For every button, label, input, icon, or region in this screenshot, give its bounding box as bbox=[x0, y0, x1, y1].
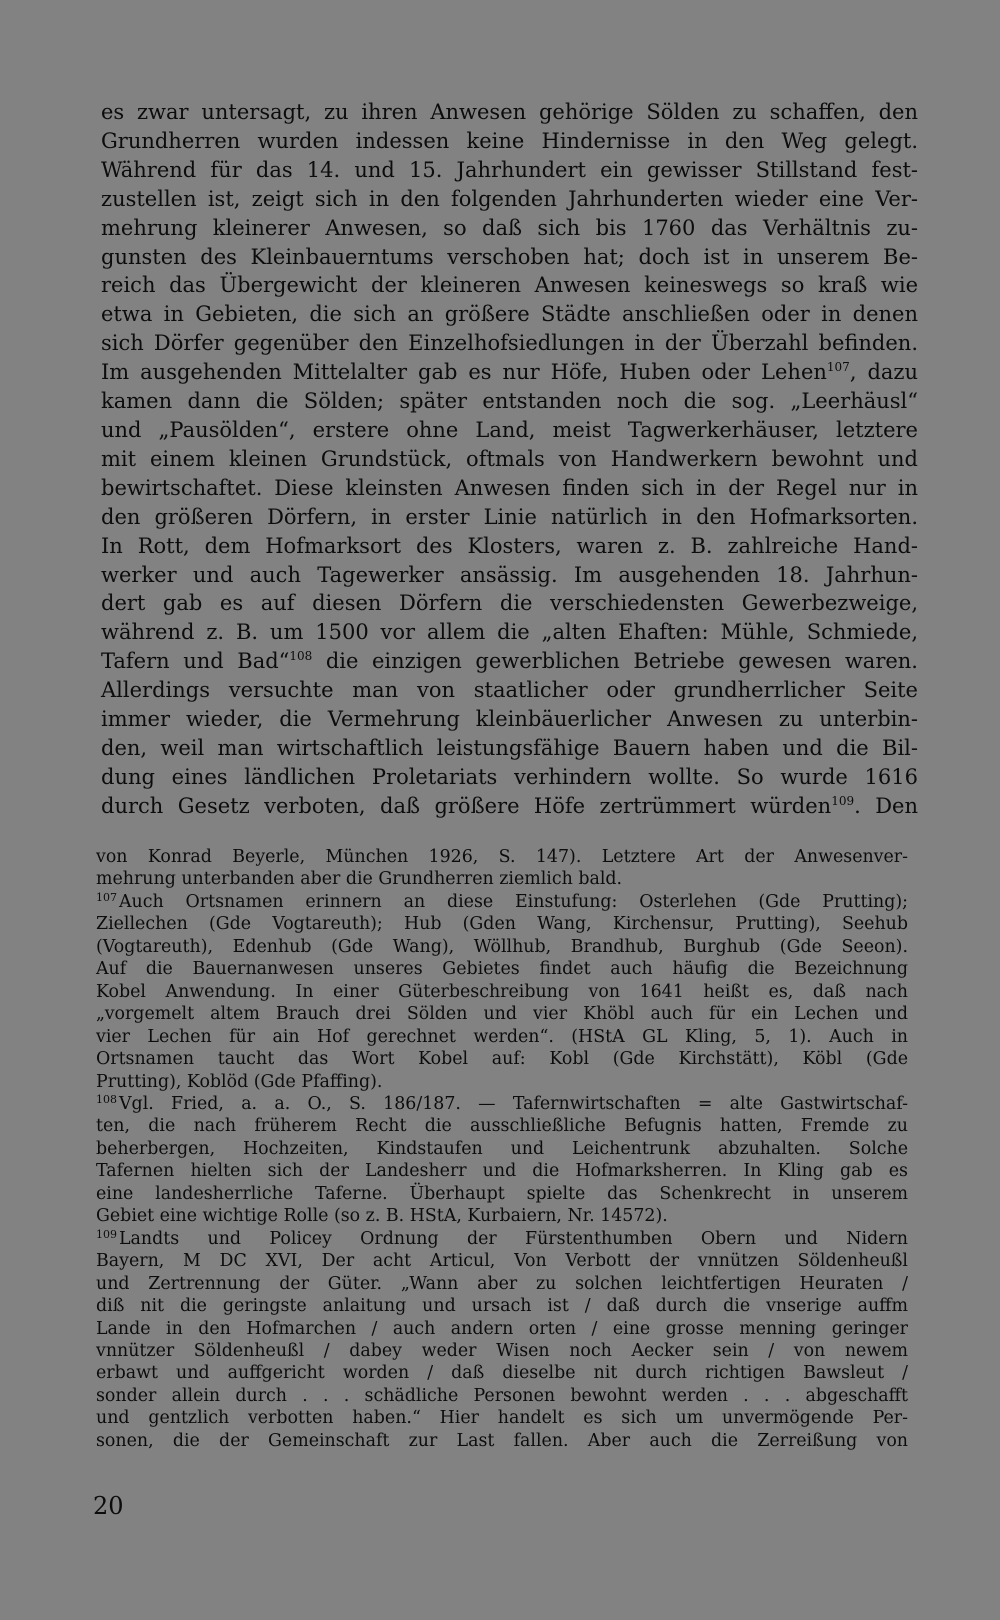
body-line-tail: die einzigen gewerblichen Betriebe gewesen waren. bbox=[312, 649, 918, 674]
footnote-line: vier Lechen für ain Hof gerechnet werden“. (HStA GL Kling, 5, 1). Auch in bbox=[96, 1026, 908, 1047]
footnote-line: Auf die Bauernanwesen unseres Gebietes findet auch häufig die Bezeichnung bbox=[96, 959, 908, 980]
footnote-ref-108: 108 bbox=[289, 649, 313, 664]
footnote-text: Landts und Policey Ordnung der Fürstenthumben Obern und Nidern bbox=[119, 1228, 908, 1249]
body-line: immer wieder, die Vermehrung kleinbäuerlicher Anwesen zu unterbin- bbox=[101, 707, 918, 732]
body-line: mit einem kleinen Grundstück, oftmals von Handwerkern bewohnt und bbox=[101, 446, 918, 471]
main-text bbox=[101, 98, 918, 821]
footnote-line: Tafernen hielten sich der Landesherr und die Hofmarksherren. In Kling gab es bbox=[96, 1161, 908, 1182]
footnote-line: Prutting), Koblöd (Gde Pfaffing). bbox=[96, 1071, 383, 1092]
body-line-text: Im ausgehenden Mittelalter gab es nur Höfe, Huben oder Lehen bbox=[101, 360, 827, 385]
footnote-107-line bbox=[96, 891, 908, 913]
footnote-line: Ortsnamen taucht das Wort Kobel auf: Kobl (Gde Kirchstätt), Köbl (Gde bbox=[96, 1049, 908, 1070]
body-line: den größeren Dörfern, in erster Linie natürlich in den Hofmarksorten. bbox=[101, 504, 918, 529]
body-line: Allerdings versuchte man von staatlicher oder grundherrlicher Seite bbox=[101, 678, 918, 703]
body-line: werker und auch Tagewerker ansässig. Im ausgehenden 18. Jahrhun- bbox=[101, 562, 918, 587]
body-line: dung eines ländlichen Proletariats verhindern wollte. So wurde 1616 bbox=[101, 764, 918, 789]
footnote-line: mehrung unterbanden aber die Grundherren ziemlich bald. bbox=[96, 869, 623, 890]
footnote-text: Vgl. Fried, a. a. O., S. 186/187. — Tafernwirtschaften = alte Gastwirtschaf- bbox=[119, 1093, 908, 1114]
body-line: kamen dann die Sölden; später entstanden noch die sog. „Leerhäusl“ bbox=[101, 389, 918, 414]
footnote-line: „vorgemelt altem Brauch drei Sölden und vier Khöbl auch für ein Lechen und bbox=[96, 1004, 908, 1025]
body-line: mehrung kleinerer Anwesen, so daß sich bis 1760 das Verhältnis zu- bbox=[101, 215, 918, 240]
footnote-line: ten, die nach früherem Recht die ausschließliche Befugnis hatten, Fremde zu bbox=[96, 1116, 908, 1137]
footnote-line: eine landesherrliche Taferne. Überhaupt spielte das Schenkrecht in unserem bbox=[96, 1183, 908, 1204]
body-line-with-ref bbox=[101, 647, 918, 676]
body-line: Grundherren wurden indessen keine Hindernisse in den Weg gelegt. bbox=[101, 128, 918, 153]
footnotes bbox=[96, 846, 908, 1452]
body-line-tail: . Den bbox=[854, 793, 919, 818]
body-line-with-ref bbox=[101, 792, 918, 821]
body-line: während z. B. um 1500 vor allem die „alten Ehaften: Mühle, Schmiede, bbox=[101, 620, 918, 645]
body-line: reich das Übergewicht der kleineren Anwesen keineswegs so kraß wie bbox=[101, 273, 918, 298]
body-line: dert gab es auf diesen Dörfern die verschiedensten Gewerbezweige, bbox=[101, 591, 918, 616]
footnote-line: (Vogtareuth), Edenhub (Gde Wang), Wöllhub, Brandhub, Burghub (Gde Seeon). bbox=[96, 936, 908, 957]
body-line: bewirtschaftet. Diese kleinsten Anwesen finden sich in der Regel nur in bbox=[101, 475, 918, 500]
body-line-text: durch Gesetz verboten, daß größere Höfe zertrümmert würden bbox=[101, 793, 832, 818]
footnote-line: Kobel Anwendung. In einer Güterbeschreibung von 1641 heißt es, daß nach bbox=[96, 981, 908, 1002]
body-line: Während für das 14. und 15. Jahrhundert ein gewisser Stillstand fest- bbox=[101, 157, 918, 182]
footnote-line: diß nit die geringste anlaitung und ursach ist / daß durch die vnserige auffm bbox=[96, 1296, 908, 1317]
page-number: 20 bbox=[93, 1492, 124, 1520]
body-line: sich Dörfer gegenüber den Einzelhofsiedlungen in der Überzahl befinden. bbox=[101, 331, 918, 356]
body-line: etwa in Gebieten, die sich an größere Städte anschließen oder in denen bbox=[101, 302, 918, 327]
footnote-line: erbawt und auffgericht worden / daß dieselbe nit durch richtigen Bawsleut / bbox=[96, 1363, 908, 1384]
body-line-with-ref bbox=[101, 358, 918, 387]
footnote-109-line bbox=[96, 1228, 908, 1250]
footnote-line: Gebiet eine wichtige Rolle (so z. B. HStA, Kurbaiern, Nr. 14572). bbox=[96, 1206, 668, 1227]
footnote-line: vnnützer Söldenheußl / dabey weder Wisen noch Aecker sein / von newem bbox=[96, 1340, 908, 1361]
footnote-text: Auch Ortsnamen erinnern an diese Einstufung: Osterlehen (Gde Prutting); bbox=[119, 891, 908, 912]
footnote-line: und Zertrennung der Güter. „Wann aber zu solchen leichtfertigen Heuraten / bbox=[96, 1273, 908, 1294]
footnote-line: sonen, die der Gemeinschaft zur Last fallen. Aber auch die Zerreißung von bbox=[96, 1430, 908, 1451]
footnote-ref-107: 107 bbox=[826, 360, 850, 375]
footnote-line: und gentzlich verbotten haben.“ Hier handelt es sich um unvermögende Per- bbox=[96, 1408, 908, 1429]
body-line-tail: , dazu bbox=[849, 360, 918, 385]
body-line: es zwar untersagt, zu ihren Anwesen gehörige Sölden zu schaffen, den bbox=[101, 100, 918, 124]
footnote-line: Lande in den Hofmarchen / auch andern orten / eine grosse menning geringer bbox=[96, 1318, 908, 1339]
footnote-number-109: 109 bbox=[96, 1227, 117, 1241]
body-line-text: Tafern und Bad“ bbox=[101, 649, 290, 674]
footnote-line: sonder allein durch . . . schädliche Personen bewohnt werden . . . abgeschafft bbox=[96, 1385, 908, 1406]
footnote-108-line bbox=[96, 1093, 908, 1115]
body-line: und „Pausölden“, erstere ohne Land, meist Tagwerkerhäuser, letztere bbox=[101, 417, 918, 442]
body-line: gunsten des Kleinbauerntums verschoben hat; doch ist in unserem Be- bbox=[101, 244, 918, 269]
footnote-line: Ziellechen (Gde Vogtareuth); Hub (Gden Wang, Kirchensur, Prutting), Seehub bbox=[96, 914, 908, 935]
footnote-line: von Konrad Beyerle, München 1926, S. 147). Letztere Art der Anwesenver- bbox=[96, 847, 908, 867]
footnote-line: beherbergen, Hochzeiten, Kindstaufen und Leichentrunk abzuhalten. Solche bbox=[96, 1138, 908, 1159]
body-line: den, weil man wirtschaftlich leistungsfähige Bauern haben und die Bil- bbox=[101, 735, 918, 760]
footnote-line: Bayern, M DC XVI, Der acht Articul, Von Verbott der vnnützen Söldenheußl bbox=[96, 1251, 908, 1272]
body-line: In Rott, dem Hofmarksort des Klosters, waren z. B. zahlreiche Hand- bbox=[101, 533, 918, 558]
body-line: zustellen ist, zeigt sich in den folgenden Jahrhunderten wieder eine Ver- bbox=[101, 186, 918, 211]
footnote-ref-109: 109 bbox=[831, 793, 855, 808]
footnote-number-108: 108 bbox=[96, 1092, 117, 1106]
footnote-number-107: 107 bbox=[96, 890, 117, 904]
